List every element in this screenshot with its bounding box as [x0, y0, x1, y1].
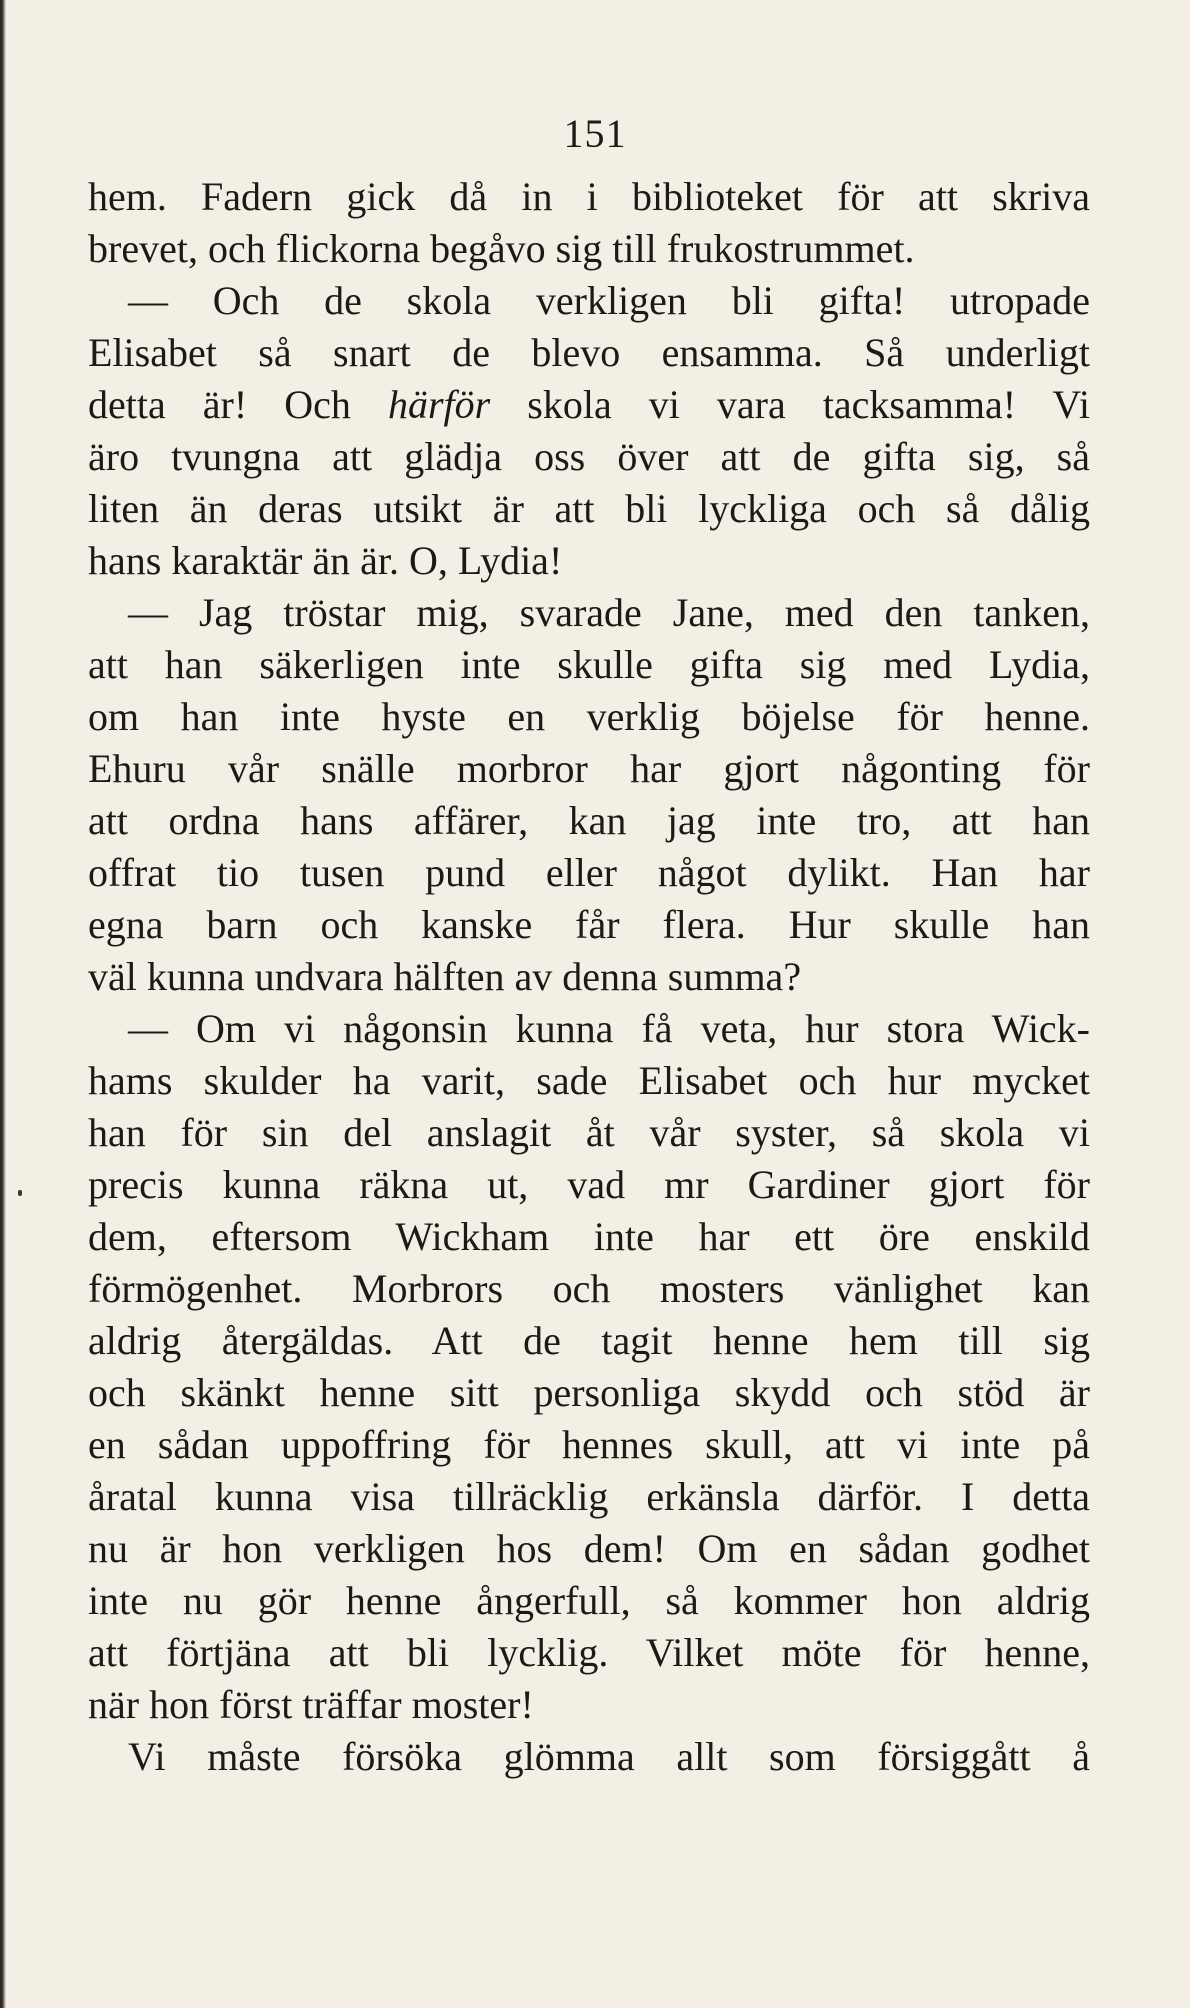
text-line: och skänkt henne sitt personliga skydd och stöd är [88, 1370, 1090, 1415]
text-line: Vi måste försöka glömma allt som försiggått å [128, 1734, 1090, 1779]
text-segment: skola vi vara tacksamma! Vi [490, 382, 1090, 427]
text-line: hams skulder ha varit, sade Elisabet och hur mycket [88, 1058, 1090, 1103]
text-line [88, 379, 1090, 431]
margin-mark [18, 1190, 22, 1196]
text-line: nu är hon verkligen hos dem! Om en sådan godhet [88, 1526, 1090, 1571]
text-line: brevet, och flickorna begåvo sig till frukostrummet. [88, 226, 915, 271]
text-line: att förtjäna att bli lycklig. Vilket möte för henne, [88, 1630, 1090, 1675]
text-line: inte nu gör henne ångerfull, så kommer hon aldrig [88, 1578, 1090, 1623]
text-line: Elisabet så snart de blevo ensamma. Så underligt [88, 330, 1090, 375]
page-binding-edge [0, 0, 6, 2008]
text-line: Ehuru vår snälle morbror har gjort någonting för [88, 746, 1090, 791]
text-line: hans karaktär än är. O, Lydia! [88, 538, 563, 583]
text-line: han för sin del anslagit åt vår syster, så skola vi [88, 1110, 1090, 1155]
text-line: att ordna hans affärer, kan jag inte tro, att han [88, 798, 1090, 843]
page-number: 151 [563, 111, 627, 156]
text-line: egna barn och kanske får flera. Hur skulle han [88, 902, 1090, 947]
text-line: — Och de skola verkligen bli gifta! utropade [128, 278, 1090, 323]
text-line: om han inte hyste en verklig böjelse för henne. [88, 694, 1090, 739]
text-line: åratal kunna visa tillräcklig erkänsla därför. I detta [88, 1474, 1090, 1519]
text-line: — Jag tröstar mig, svarade Jane, med den tanken, [128, 590, 1090, 635]
italic-word: härför [387, 382, 491, 427]
text-line: liten än deras utsikt är att bli lyckliga och så dålig [88, 486, 1090, 531]
text-line: — Om vi någonsin kunna få veta, hur stora Wick- [128, 1006, 1090, 1051]
text-line: att han säkerligen inte skulle gifta sig med Lydia, [88, 642, 1090, 687]
text-line: en sådan uppoffring för hennes skull, att vi inte på [88, 1422, 1090, 1467]
text-line: hem. Fadern gick då in i biblioteket för att skriva [88, 174, 1090, 219]
text-line: äro tvungna att glädja oss över att de gifta sig, så [88, 434, 1090, 479]
text-line: när hon först träffar moster! [88, 1682, 534, 1727]
text-segment: detta är! Och [88, 382, 388, 427]
body-text [88, 171, 1090, 1783]
text-line: offrat tio tusen pund eller något dylikt. Han har [88, 850, 1090, 895]
text-line: aldrig återgäldas. Att de tagit henne hem till sig [88, 1318, 1090, 1363]
text-line: dem, eftersom Wickham inte har ett öre enskild [88, 1214, 1090, 1259]
text-line: väl kunna undvara hälften av denna summa? [88, 954, 802, 999]
text-line: precis kunna räkna ut, vad mr Gardiner gjort för [88, 1162, 1090, 1207]
text-line: förmögenhet. Morbrors och mosters vänlighet kan [88, 1266, 1090, 1311]
